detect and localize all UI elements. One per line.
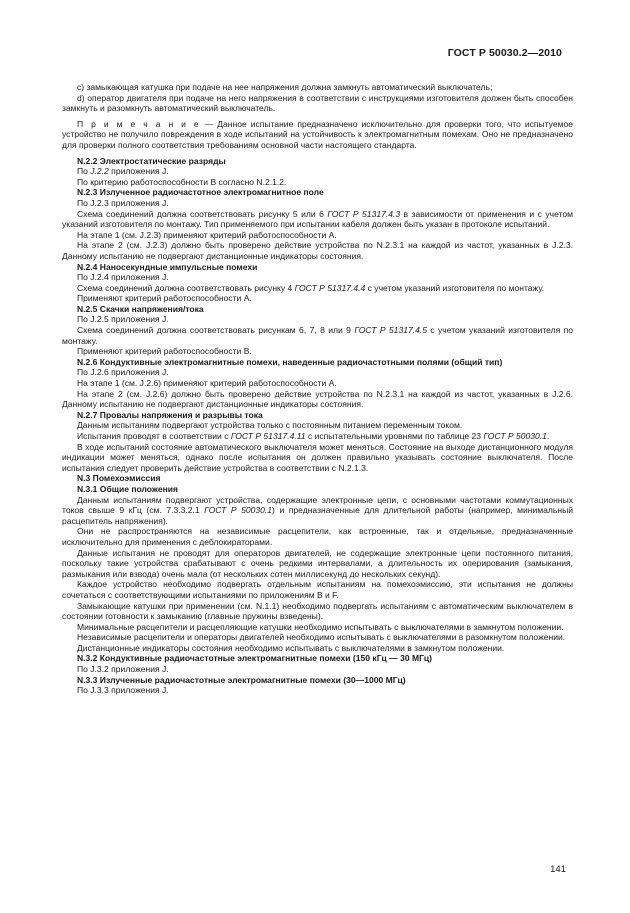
text-run: в зависимости от применения и с учетом указаний изготовителя по монтажу. Тип применяемого при испытании кабеля должен быть указан в протоколе испытаний. — [62, 208, 573, 230]
section-heading: N.2.2 Электростатические разряды — [77, 155, 226, 166]
paragraph — [62, 166, 573, 177]
text-run: Схема соединений должна соответствовать рисунку 4 — [77, 282, 295, 293]
paragraph — [62, 431, 573, 442]
paragraph: По J.3.2 приложения J. — [77, 664, 169, 675]
note-label: П р и м е ч а н и е — [77, 118, 201, 129]
paragraph: В ходе испытаний состояние автоматического выключателя может меняться. Состояние на выходе дистанционного модуля индикации может меняться, однако после испытания он должен правильно указывать состояние выключателя. После испытания следует проверить действие устройства в соответствии с N.2.1.3. — [62, 441, 573, 473]
text-run: с учетом указаний изготовителя по монтажу. — [62, 325, 573, 346]
paragraph: Данным испытаниям подвергают устройства только с постоянным питанием переменным током. — [77, 420, 463, 431]
text-run: J.2.2 — [90, 166, 109, 177]
paragraph: Минимальные расцепители и расцепляющие катушки необходимо испытывать с выключателями в замкнутом положении. — [77, 621, 564, 632]
paragraph: По J.2.4 приложения J. — [77, 272, 169, 283]
paragraph: Каждое устройство необходимо подвергать отдельным испытаниям на помехоэмиссию, эти испытания не должны сочетаться с соответствующими испытаниями по приложениям В и F. — [62, 579, 573, 600]
paragraph: Применяют критерий работоспособности А. — [77, 293, 252, 304]
text-run: Данным испытаниям подвергают устройства, содержащие электронные цепи, с основными частотами коммутационных токов свыше 9 кГц (см. 7.3.3.2.1 — [62, 494, 573, 516]
paragraph: Замыкающие катушки при применении (см. N.1.1) необходимо подвергать испытаниям с автоматическим выключателем в состоянии готовности к замыканию (главные пружины взведены). — [62, 600, 573, 622]
paragraph: На этапе 1 (см. J.2.3) применяют критерий работоспособности А. — [77, 229, 337, 240]
section-heading: N.3 Помехоэмиссия — [77, 473, 161, 484]
paragraph — [62, 209, 573, 230]
paragraph: с) замыкающая катушка при подаче на нее напряжения должна замкнуть автоматический выключатель; — [77, 82, 493, 92]
section-heading: N.3.1 Общие положения — [77, 483, 179, 494]
standard-reference: ГОСТ Р 51317.4.11 — [230, 431, 306, 441]
standard-reference: ГОСТ Р 50030.1 — [204, 505, 273, 516]
paragraph: Дистанционные индикаторы состояния необходимо испытывать с выключателями в замкнутом положении. — [77, 642, 505, 653]
section-heading: N.2.4 Наносекундные импульсные помехи — [77, 261, 258, 272]
note-paragraph — [62, 119, 573, 151]
paragraph: На этапе 2 (см. J.2.3) должно быть проверено действие устройства по N.2.3.1 на каждой из частот, указанных в J.2.3. Данному испытанию не подвергают дистанционные индикаторы состояния. — [62, 240, 573, 261]
text-run: . — [546, 431, 550, 441]
paragraph: Независимые расцепители и операторы двигателей необходимо испытывать с выключателями в разомкнутом положении. — [77, 632, 566, 643]
note-text: — Данное испытание предназначено исключительно для проверки того, что испытуемое устройство не получило повреждения в ходе испытаний на устойчивость к электромагнитным помехам. Оно не предназначено для проверки полного соответствия требованиям основной части настоящего стандарта. — [62, 118, 573, 150]
text-run: Схема соединений должна соответствовать рисункам 6, 7, 8 или 9 — [77, 325, 355, 336]
paragraph: По J.2.6 приложения J. — [77, 367, 169, 378]
paragraph: Они не распространяются на независимые расцепители, как встроенные, так и отдельные, предназначенные исключительно для применения с деблокираторами. — [62, 526, 573, 547]
standard-reference: ГОСТ Р 51317.4.3 — [327, 208, 401, 219]
paragraph: Применяют критерий работоспособности В. — [77, 346, 252, 357]
standard-reference: ГОСТ Р 51317.4.4 — [294, 282, 366, 293]
document-body — [62, 82, 573, 696]
section-heading: N.2.5 Скачки напряжения/тока — [77, 303, 204, 314]
paragraph: По J.2.3 приложения J. — [77, 197, 169, 208]
paragraph — [62, 495, 573, 527]
section-heading: N.3.3 Излученные радиочастотные электромагнитные помехи (30—1000 МГц) — [77, 674, 406, 685]
text-run: с испытательными уровнями по таблице 23 — [305, 431, 484, 441]
text-run: Испытания проводят в соответствии с — [77, 431, 231, 441]
page-number: 141 — [550, 864, 566, 875]
section-heading: N.2.7 Провалы напряжения и разрывы тока — [77, 409, 263, 420]
standard-reference: ГОСТ Р 50030.1 — [483, 431, 547, 441]
paragraph: По J.3.3 приложения J. — [77, 685, 169, 696]
paragraph: d) оператор двигателя при подаче на него напряжения в соответствии с инструкциями изготовителя должен быть способен замкнуть и разомкнуть автоматический выключатель. — [62, 92, 573, 114]
text-run: с учетом указаний изготовителя по монтажу. — [365, 282, 545, 293]
text-run: ) и предназначенные для длительной работы (например, минимальный расцепитель напряжения). — [62, 505, 574, 526]
text-run: По — [77, 166, 91, 177]
paragraph — [62, 325, 573, 346]
paragraph: Данные испытания не проводят для операторов двигателей, не содержащие электронные цепи постоянного питания, поскольку такие устройства срабатывают с очень редкими интервалами, а длительность их оперирования (замыкания, размыкания или взвода) очень мала (от нескольких сотен миллисекунд до нескольких секунд). — [62, 547, 573, 579]
paragraph: На этапе 1 (см. J.2.6) применяют критерий работоспособности А. — [77, 378, 337, 389]
section-heading: N.3.2 Кондуктивные радиочастотные электромагнитные помехи (150 кГц — 30 МГц) — [77, 653, 433, 664]
standard-header: ГОСТ Р 50030.2—2010 — [447, 47, 562, 59]
text-run: Схема соединений должна соответствовать рисунку 5 или 6 — [77, 208, 328, 219]
paragraph: По J.2.5 приложения J. — [77, 314, 169, 325]
paragraph — [62, 283, 573, 294]
standard-reference: ГОСТ Р 51317.4.5 — [354, 325, 427, 336]
section-heading: N.2.3 Излученное радиочастотное электромагнитное поле — [77, 187, 324, 198]
section-heading: N.2.6 Кондуктивные электромагнитные помехи, наведенные радиочастотными полями (общий тип) — [77, 356, 503, 367]
text-run: приложения J. — [108, 166, 169, 177]
paragraph: По критерию работоспособности В согласно N.2.1.2. — [77, 176, 287, 187]
paragraph: На этапе 2 (см. J.2.6) должно быть проверено действие устройства по N.2.3.1 на каждой из частот, указанных в J.2.6. Данному испытанию не подвергают дистанционные индикаторы состояния. — [62, 388, 573, 410]
